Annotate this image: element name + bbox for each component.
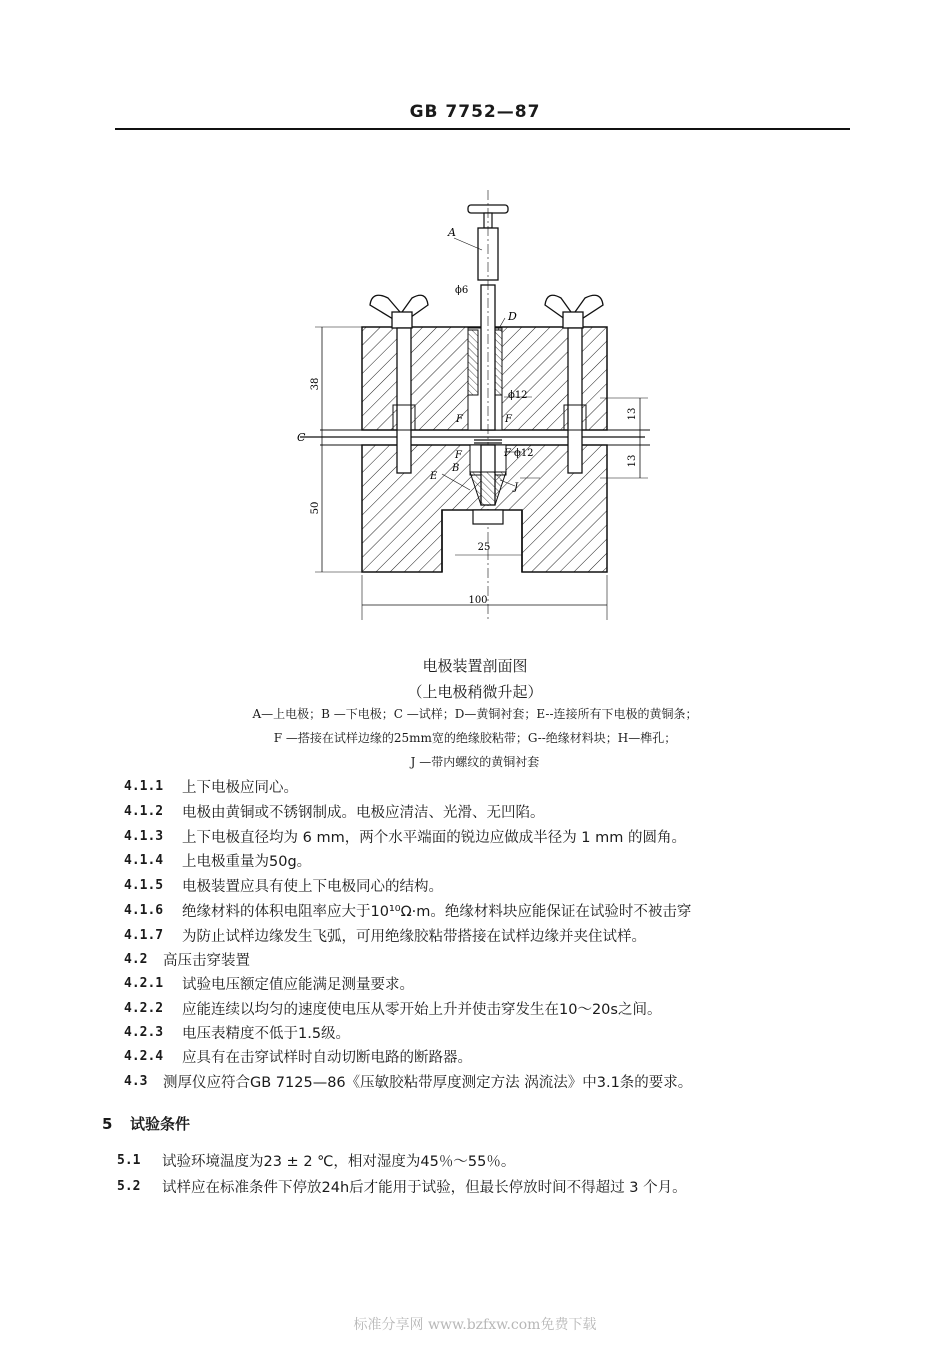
clause-text: 为防止试样边缘发生飞弧，可用绝缘胶粘带搭接在试样边缘并夹住试样。 (182, 929, 646, 945)
clause-4-2-1 (0, 973, 950, 995)
label-J: J (514, 482, 519, 493)
clause-number: 4.2.2 (124, 1001, 164, 1016)
dim-25-label: 25 (477, 542, 491, 553)
figure-caption-title: 电极装置剖面图 (422, 657, 528, 675)
clause-4-2-4 (0, 1046, 950, 1068)
label-D: D (508, 310, 517, 323)
clause-text: 应具有在击穿试样时自动切断电路的断路器。 (182, 1050, 472, 1066)
clause-number: 4.2.3 (124, 1025, 164, 1040)
clause-4-2 (0, 949, 950, 971)
clause-5-2 (0, 1176, 950, 1198)
header-rule (115, 128, 850, 130)
clause-4-1-6 (0, 900, 950, 922)
clause-number: 4.1.4 (124, 853, 164, 868)
clause-number: 5.2 (117, 1179, 141, 1194)
clause-4-1-2 (0, 801, 950, 823)
clause-text: 试样应在标准条件下停放24h后才能用于试验，但最长停放时间不得超过 3 个月。 (162, 1180, 687, 1196)
label-B: B (452, 463, 460, 474)
clause-4-2-2 (0, 998, 950, 1020)
dim-13-upper-label: 13 (627, 407, 638, 421)
wing-nut-right (545, 295, 603, 328)
clause-number: 4.1.7 (124, 928, 164, 943)
dim-100-label: 100 (468, 595, 488, 606)
clause-text: 电极由黄铜或不锈钢制成。电极应清洁、光滑、无凹陷。 (182, 805, 545, 821)
clause-text: 上电极重量为50g。 (182, 854, 312, 870)
clause-4-1-5 (0, 875, 950, 897)
page-header-title: GB 7752—87 (409, 102, 541, 122)
clause-number: 4.1.5 (124, 878, 164, 893)
clause-4-1-3 (0, 826, 950, 848)
brass-sleeve-upper (468, 330, 478, 395)
clause-number: 4.1.1 (124, 779, 164, 794)
label-F-4: F (504, 448, 511, 459)
label-A: A (448, 226, 456, 239)
label-F-1: F (456, 414, 463, 425)
label-phi12-lower: ϕ12 (514, 448, 534, 459)
figure-legend-line-1: A—上电极；B —下电极；C —试样；D—黄铜衬套；E--连接所有下电极的黄铜条； (252, 707, 698, 721)
clause-number: 4.1.6 (124, 903, 164, 918)
clause-text: 试验环境温度为23 ± 2 ℃，相对湿度为45％～55％。 (162, 1154, 516, 1170)
clause-4-2-3 (0, 1022, 950, 1044)
clause-text: 电压表精度不低于1.5级。 (182, 1026, 351, 1042)
clause-text: 绝缘材料的体积电阻率应大于10¹⁰Ω·m。绝缘材料块应能保证在试验时不被击穿 (182, 904, 692, 920)
electrode-section-figure (290, 195, 638, 640)
figure-legend-line-3: J —带内螺纹的黄铜衬套 (410, 755, 540, 769)
clause-number: 4.2 (124, 952, 148, 967)
clause-number: 4.1.3 (124, 829, 164, 844)
section-number: 5 (102, 1115, 113, 1133)
clause-4-1-4 (0, 850, 950, 872)
clause-number: 4.3 (124, 1074, 148, 1089)
clause-number: 4.2.4 (124, 1049, 164, 1064)
footer-watermark: 标准分享网 www.bzfxw.com免费下载 (353, 1317, 597, 1333)
clause-4-1-1 (0, 776, 950, 798)
section-title: 试验条件 (130, 1115, 191, 1133)
clause-text: 测厚仪应符合GB 7125—86《压敏胶粘带厚度测定方法 涡流法》中3.1条的要求。 (163, 1075, 693, 1091)
clause-text: 电极装置应具有使上下电极同心的结构。 (182, 879, 443, 895)
figure-legend-line-2: F —搭接在试样边缘的25mm宽的绝缘胶粘带；G--绝缘材料块；H—榫孔； (273, 731, 677, 745)
dim-50-label: 50 (310, 501, 321, 515)
label-F-3: F (455, 450, 462, 461)
clause-number: 4.1.2 (124, 804, 164, 819)
clause-text: 应能连续以均匀的速度使电压从零开始上升并使击穿发生在10～20s之间。 (182, 1002, 662, 1018)
wing-nut-left (370, 295, 428, 328)
section-5-heading (102, 1113, 190, 1134)
label-F-2: F (505, 414, 512, 425)
clause-4-1-7 (0, 925, 950, 947)
label-phi12-upper: ϕ12 (508, 390, 528, 401)
figure-caption-subtitle: （上电极稍微升起） (407, 683, 543, 701)
dim-13-lower-label: 13 (627, 454, 638, 468)
clause-5-1 (0, 1150, 950, 1172)
clause-text: 高压击穿装置 (163, 953, 250, 969)
clause-text: 上下电极应同心。 (182, 780, 298, 796)
dim-38-label: 38 (310, 377, 321, 391)
label-phi6: ϕ6 (455, 285, 469, 296)
label-E: E (430, 471, 438, 482)
clause-text: 上下电极直径均为 6 mm，两个水平端面的锐边应做成半径为 1 mm 的圆角。 (182, 830, 686, 846)
label-C: C (297, 431, 306, 444)
clause-4-3 (0, 1071, 950, 1093)
clause-text: 试验电压额定值应能满足测量要求。 (182, 977, 414, 993)
clause-number: 5.1 (117, 1153, 141, 1168)
clause-number: 4.2.1 (124, 976, 164, 991)
